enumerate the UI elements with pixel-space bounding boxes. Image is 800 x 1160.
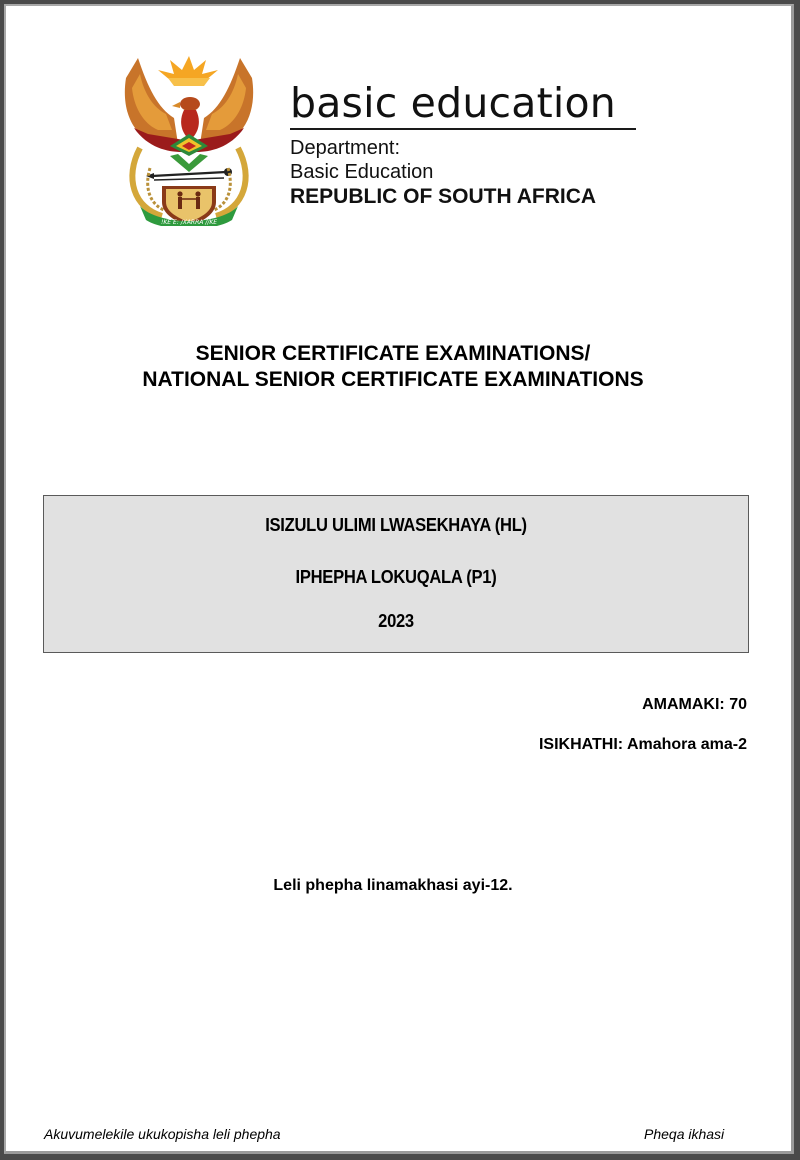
subject-title: ISIZULU ULIMI LWASEKHAYA (HL)	[265, 515, 527, 535]
exam-year: 2023	[378, 611, 414, 631]
motto-text: !KE E: /XARRA //KE	[160, 219, 218, 226]
brand-title: basic education	[290, 79, 616, 127]
brand-rule-divider	[290, 128, 636, 130]
department-brand	[290, 79, 640, 208]
subject-box	[43, 495, 749, 653]
department-name: Basic Education	[290, 161, 434, 183]
exam-duration: ISIKHATHI: Amahora ama-2	[538, 736, 747, 753]
exam-heading-line2: NATIONAL SENIOR CERTIFICATE EXAMINATIONS	[142, 368, 644, 391]
page-count-note: Leli phepha linamakhasi ayi-12.	[273, 877, 513, 894]
exam-heading	[0, 341, 786, 393]
coat-of-arms-logo-icon	[118, 48, 260, 226]
turn-page-note: Pheqa ikhasi	[644, 1126, 725, 1142]
exam-heading-line1: SENIOR CERTIFICATE EXAMINATIONS/	[195, 342, 591, 365]
paper-title: IPHEPHA LOKUQALA (P1)	[295, 567, 497, 587]
copyright-notice: Akuvumelekile ukukopisha leli phepha	[44, 1126, 281, 1142]
total-marks: AMAMAKI: 70	[642, 696, 747, 713]
country-name: REPUBLIC OF SOUTH AFRICA	[290, 185, 597, 208]
department-label: Department:	[290, 137, 401, 159]
